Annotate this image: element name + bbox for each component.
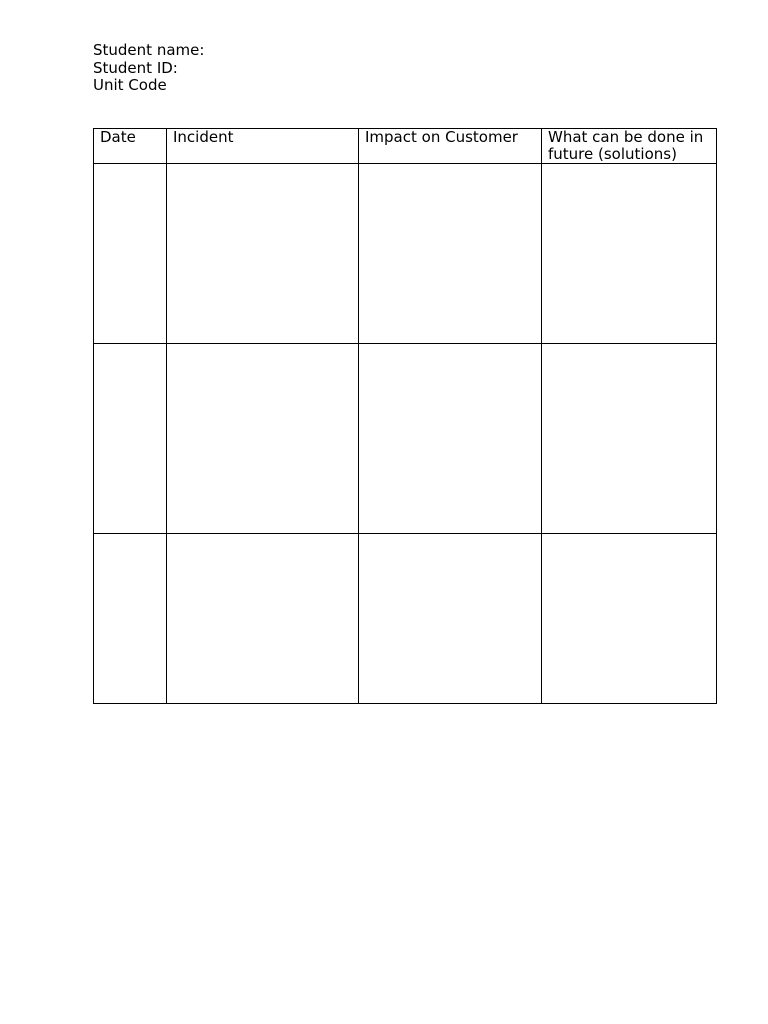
impact-cell[interactable] [359, 534, 542, 704]
unit-code-label: Unit Code [93, 76, 167, 94]
incident-cell[interactable] [167, 344, 359, 534]
date-cell[interactable] [94, 164, 167, 344]
column-header-date: Date [94, 129, 167, 164]
impact-cell[interactable] [359, 344, 542, 534]
column-header-impact-on-customer: Impact on Customer [359, 129, 542, 164]
date-cell[interactable] [94, 534, 167, 704]
incident-log-table [93, 128, 717, 704]
solutions-cell[interactable] [542, 534, 717, 704]
incident-cell[interactable] [167, 164, 359, 344]
table-header-row [94, 129, 717, 164]
table-row [94, 344, 717, 534]
solutions-cell[interactable] [542, 344, 717, 534]
student-name-label: Student name: [93, 41, 205, 59]
table-row [94, 164, 717, 344]
student-info-block [93, 42, 204, 95]
solutions-cell[interactable] [542, 164, 717, 344]
impact-cell[interactable] [359, 164, 542, 344]
incident-cell[interactable] [167, 534, 359, 704]
date-cell[interactable] [94, 344, 167, 534]
table-row [94, 534, 717, 704]
column-header-incident: Incident [167, 129, 359, 164]
column-header-solutions: What can be done in future (solutions) [542, 129, 717, 164]
student-id-label: Student ID: [93, 58, 178, 77]
